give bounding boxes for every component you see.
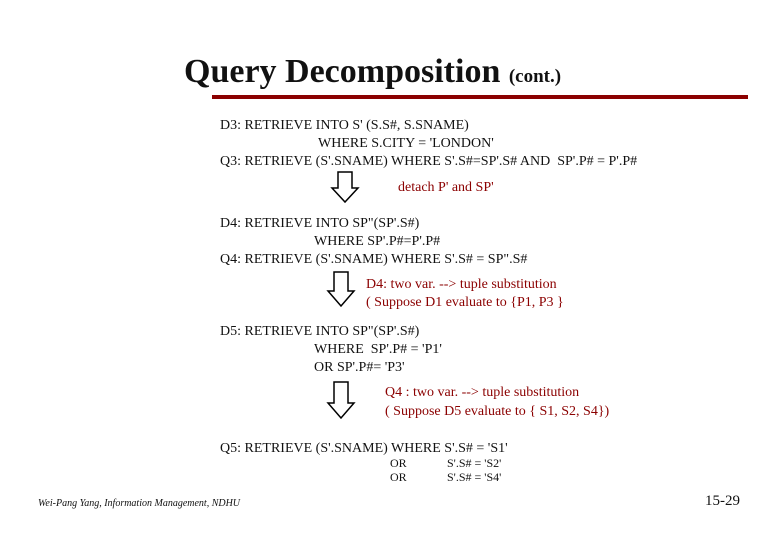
page-number: 15-29 xyxy=(705,493,740,509)
note-tuple-substitution-2: Q4 : two var. --> tuple substitution xyxy=(385,385,580,400)
d4-line-1: D4: RETRIEVE INTO SP"(SP'.S#) xyxy=(220,216,420,231)
q5-cond-s4: S'.S# = 'S4' xyxy=(447,470,502,484)
note-tuple-substitution-1: D4: two var. --> tuple substitution xyxy=(366,277,557,292)
page-title xyxy=(184,52,561,97)
footer-credit: Wei-Pang Yang, Information Management, NDHU xyxy=(38,498,241,509)
d4-line-2: WHERE SP'.P#=P'.P# xyxy=(314,234,441,249)
q5-or-1: OR xyxy=(390,456,407,470)
q5-or-2: OR xyxy=(390,470,407,484)
note-suppose-d5: ( Suppose D5 evaluate to { S1, S2, S4}) xyxy=(385,404,610,419)
down-arrow-icon xyxy=(326,380,356,420)
q3-line: Q3: RETRIEVE (S'.SNAME) WHERE S'.S#=SP'.S# AND SP'.P# = P'.P# xyxy=(220,154,638,169)
d3-line-1: D3: RETRIEVE INTO S' (S.S#, S.SNAME) xyxy=(220,118,469,133)
d5-line-3: OR SP'.P#= 'P3' xyxy=(314,360,405,375)
d3-line-2: WHERE S.CITY = 'LONDON' xyxy=(318,136,494,151)
d5-line-1: D5: RETRIEVE INTO SP"(SP'.S#) xyxy=(220,324,420,339)
q5-line-1: Q5: RETRIEVE (S'.SNAME) WHERE S'.S# = 'S1' xyxy=(220,441,508,456)
note-suppose-d1: ( Suppose D1 evaluate to {P1, P3 } xyxy=(366,295,564,310)
title-suffix: (cont.) xyxy=(508,66,562,87)
down-arrow-icon xyxy=(330,170,360,204)
q4-line: Q4: RETRIEVE (S'.SNAME) WHERE S'.S# = SP".S# xyxy=(220,252,528,267)
note-detach: detach P' and SP' xyxy=(398,180,494,195)
title-main: Query Decomposition xyxy=(184,53,501,90)
d5-line-2: WHERE SP'.P# = 'P1' xyxy=(314,342,442,357)
q5-cond-s2: S'.S# = 'S2' xyxy=(447,456,502,470)
title-underline xyxy=(212,95,748,99)
down-arrow-icon xyxy=(326,270,356,308)
